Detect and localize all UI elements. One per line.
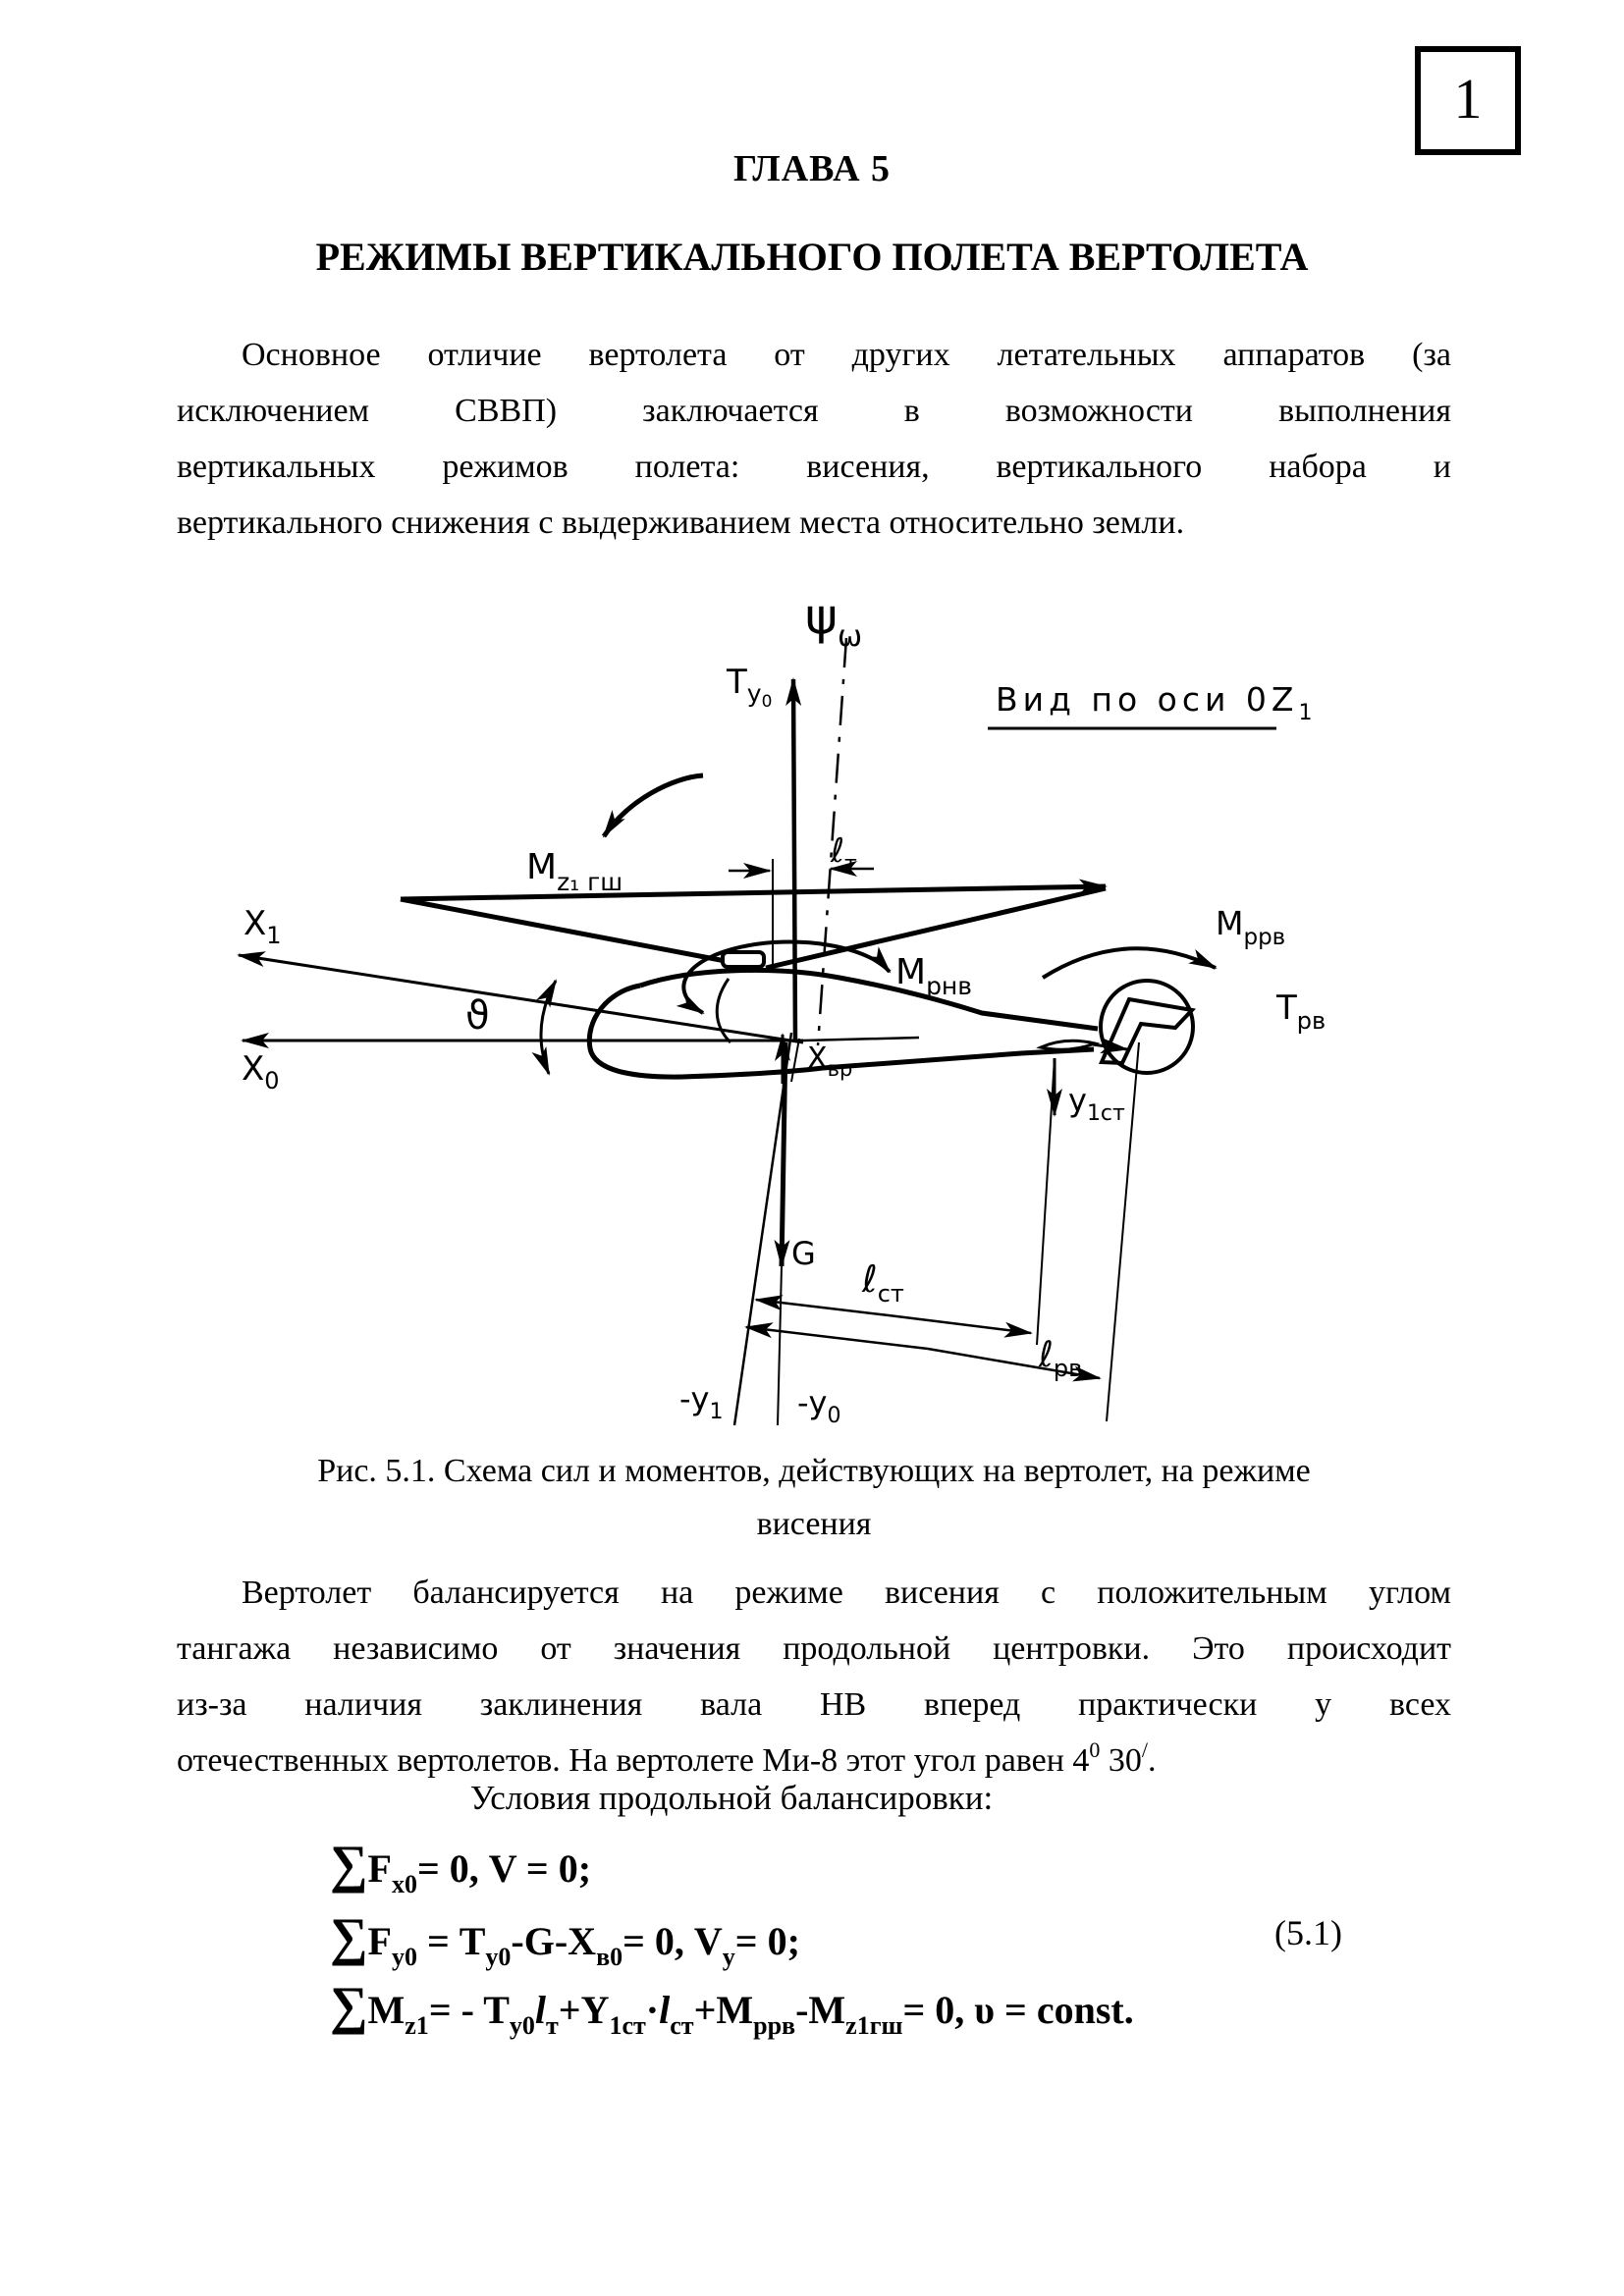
- page-number: 1: [1453, 67, 1483, 131]
- paragraph-2-line: Вертолет балансируется на режиме висения с положительным углом: [242, 1575, 1451, 1611]
- neg-y1-label: $-у_1$: [679, 1380, 724, 1424]
- tail-rotor-circle: [1101, 981, 1193, 1073]
- stabilizer-force-y1st-arrow: [1055, 1058, 1125, 1126]
- paragraph-2-line: тангажа независимо от значения продольной центровки. Это происходит: [177, 1630, 1451, 1667]
- paragraph-1-line: Основное отличие вертолета от других летательных аппаратов (за: [242, 337, 1451, 373]
- figure-5-1-diagram: [224, 542, 1402, 1437]
- svg-text:у1ст: $у_{1ст}$: [1068, 1082, 1125, 1126]
- tail-fin: [1102, 999, 1192, 1063]
- tail-rotor-moment-mrrv-arrow: [1043, 904, 1285, 978]
- dimension-lrv: [746, 1327, 1100, 1382]
- dimension-lt: [729, 831, 874, 877]
- svg-text:Ту0: $Т_у0$: [727, 663, 773, 712]
- svg-text:Мрнв: $М_{рнв}$: [895, 952, 973, 1000]
- chapter-title: ГЛАВА 5: [732, 148, 892, 189]
- equation-fy: $\sum F_{у0} = T_{у0}-G-X_{в0}= 0$, $V_y= 0$;: [330, 1907, 800, 1971]
- paragraph-1-line: исключением СВВП) заключается в возможности выполнения: [177, 393, 1451, 429]
- svg-text:Мz₁ гш: $М_{z_1 гш}$: [526, 847, 623, 896]
- view-axis-note: [988, 680, 1318, 728]
- svg-text:Вид по оси 0Z1: Вид по оси $0Z_1$: [996, 680, 1318, 725]
- rotor-disk: [401, 859, 1106, 968]
- svg-text:G: G: [791, 1235, 816, 1272]
- svg-text:Х0: $Х_0$: [242, 1049, 280, 1095]
- balance-conditions-heading: Условия продольной балансировки:: [469, 1779, 994, 1817]
- psi-omega-label: $\psi_\omega$: [805, 588, 863, 654]
- stabilizer-reference-line: [1037, 1058, 1055, 1345]
- svg-text:Мррв: $М_{ррв}$: [1216, 904, 1286, 950]
- figure-caption-line: висения: [756, 1506, 872, 1542]
- svg-text:Хвр: $Х_{вр}$: [807, 1041, 853, 1081]
- hub-moment-mz1gsh-arrow: [526, 775, 703, 896]
- equation-mz: $\sum M_{z1}= - T_{у0}l_т+Y_{1ст}\cdot l_{ст}+M_{ррв}-M_{z1гш}= 0$, υ = const.: [330, 1976, 1134, 2040]
- paragraph-1: [177, 327, 1451, 551]
- page-number-box: [1415, 46, 1521, 155]
- paragraph-2-line: отечественных вертолетов. На вертолете Ми-8 этот угол равен $4^0$ 30/.: [177, 1737, 1157, 1779]
- thrust-vector-ty0: [726, 663, 795, 1042]
- figure-caption: [177, 1445, 1451, 1551]
- paragraph-1-line: вертикального снижения с выдерживанием места относительно земли.: [177, 505, 1185, 541]
- pitch-angle-theta: [465, 981, 556, 1074]
- paragraph-2-line: из-за наличия заклинения вала НВ вперед практически у всех: [177, 1686, 1451, 1723]
- svg-text:Х1: $Х_1$: [244, 904, 282, 949]
- svg-text:ℓт: ℓ$_т$: [831, 831, 857, 877]
- svg-text:ℓст: ℓ$_{ст}$: [862, 1257, 904, 1308]
- chapter-subtitle: РЕЖИМЫ ВЕРТИКАЛЬНОГО ПОЛЕТА ВЕРТОЛЕТА: [315, 235, 1309, 279]
- paragraph-1-line: вертикальных режимов полета: висения, вертикального набора и: [177, 449, 1451, 485]
- weight-vector-g: [778, 1042, 816, 1425]
- figure-caption-line: Рис. 5.1. Схема сил и моментов, действующих на вертолет, на режиме: [317, 1453, 1311, 1489]
- svg-text:ϑ: ϑ: [465, 993, 490, 1039]
- svg-text:ℓрв: ℓ$_{рв}$: [1039, 1335, 1083, 1382]
- rotor-hub: [723, 952, 764, 967]
- tail-rotor-thrust-trv-label: $Т_{рв}$: [1276, 988, 1326, 1035]
- paragraph-2: [177, 1565, 1451, 1789]
- equation-fx: $\sum F_{х0}= 0$, V = 0;: [330, 1835, 592, 1898]
- neg-y0-label: $-у_0$: [797, 1384, 841, 1428]
- tail-rotor-reference-line: [1107, 1042, 1139, 1421]
- equation-number: (5.1): [1274, 1913, 1342, 1952]
